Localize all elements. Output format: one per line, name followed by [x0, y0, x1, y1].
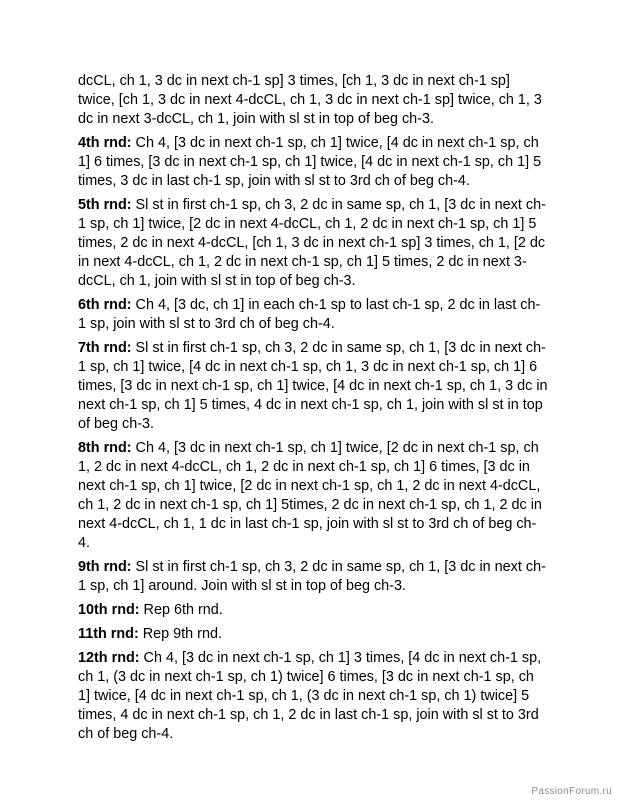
round-text: Sl st in first ch-1 sp, ch 3, 2 dc in same sp, ch 1, [3 dc in next ch-1 sp, ch 1] around. Join with sl st in top of beg ch-3. [78, 559, 546, 594]
round-label: 6th rnd: [78, 297, 132, 313]
paragraph-continuation [78, 72, 548, 129]
round-text: Sl st in first ch-1 sp, ch 3, 2 dc in same sp, ch 1, [3 dc in next ch-1 sp, ch 1] twice, [4 dc in next ch-1 sp, ch 1, 3 dc in next ch-1 sp, ch 1] 6 times, [3 dc in next ch-1 sp, ch 1] twice, [4 dc in next ch-1 sp, ch 1, 3 dc in next ch-1 sp, ch 1] 5 times, 4 dc in next ch-1 sp, ch 1, join with sl st in top of beg ch-3. [78, 340, 548, 432]
paragraph-round-12 [78, 649, 548, 744]
paragraph-round-10 [78, 601, 548, 620]
round-text: Rep 9th rnd. [138, 626, 222, 642]
paragraph-round-8 [78, 439, 548, 553]
paragraph-round-7 [78, 339, 548, 434]
round-text: Sl st in first ch-1 sp, ch 3, 2 dc in same sp, ch 1, [3 dc in next ch-1 sp, ch 1] twice, [2 dc in next 4-dcCL, ch 1, 2 dc in next ch-1 sp, ch 1] 5 times, 2 dc in next 4-dcCL, [ch 1, 3 dc in next ch-1 sp] 3 times, ch 1, [2 dc in next 4-dcCL, ch 1, 2 dc in next ch-1 sp, ch 1] 5 times, 2 dc in next 3-dcCL, ch 1, join with sl st in top of beg ch-3. [78, 197, 546, 289]
pattern-text-block [78, 72, 548, 749]
round-label: 10th rnd: [78, 602, 140, 618]
round-text: Ch 4, [3 dc in next ch-1 sp, ch 1] 3 times, [4 dc in next ch-1 sp, ch 1, (3 dc in next ch-1 sp, ch 1) twice] 6 times, [3 dc in next ch-1 sp, ch 1] twice, [4 dc in next ch-1 sp, ch 1, (3 dc in next ch-1 sp, ch 1) twice] 5 times, 4 dc in next ch-1 sp, ch 1, 2 dc in last ch-1 sp, join with sl st to 3rd ch of beg ch-4. [78, 650, 542, 742]
round-label: 12th rnd: [78, 650, 140, 666]
paragraph-round-9 [78, 558, 548, 596]
round-label: 4th rnd: [78, 135, 132, 151]
paragraph-round-4 [78, 134, 548, 191]
paragraph-round-5 [78, 196, 548, 291]
round-text: Rep 6th rnd. [139, 602, 223, 618]
round-text: Ch 4, [3 dc in next ch-1 sp, ch 1] twice, [2 dc in next ch-1 sp, ch 1, 2 dc in next 4-dcCL, ch 1, 2 dc in next ch-1 sp, ch 1] 6 times, [3 dc in next ch-1 sp, ch 1] twice, [2 dc in next ch-1 sp, ch 1, 2 dc in next 4-dcCL, ch 1, 2 dc in next ch-1 sp, ch 1] 5times, 2 dc in next ch-1 sp, ch 1, 2 dc in next 4-dcCL, ch 1, 1 dc in last ch-1 sp, join with sl st to 3rd ch of beg ch-4. [78, 440, 542, 551]
round-text: dcCL, ch 1, 3 dc in next ch-1 sp] 3 times, [ch 1, 3 dc in next ch-1 sp] twice, [ch 1, 3 dc in next 4-dcCL, ch 1, 3 dc in next ch-1 sp] twice, ch 1, 3 dc in next 3-dcCL, ch 1, join with sl st in top of beg ch-3. [78, 73, 542, 127]
round-label: 7th rnd: [78, 340, 132, 356]
paragraph-round-11 [78, 625, 548, 644]
round-text: Ch 4, [3 dc, ch 1] in each ch-1 sp to last ch-1 sp, 2 dc in last ch-1 sp, join with sl st to 3rd ch of beg ch-4. [78, 297, 541, 332]
round-label: 5th rnd: [78, 197, 132, 213]
round-label: 11th rnd: [78, 626, 139, 642]
round-text: Ch 4, [3 dc in next ch-1 sp, ch 1] twice, [4 dc in next ch-1 sp, ch 1] 6 times, [3 dc in next ch-1 sp, ch 1] twice, [4 dc in next ch-1 sp, ch 1] 5 times, 3 dc in last ch-1 sp, join with sl st to 3rd ch of beg ch-4. [78, 135, 542, 189]
watermark: PassionForum.ru [531, 786, 612, 797]
round-label: 9th rnd: [78, 559, 132, 575]
paragraph-round-6 [78, 296, 548, 334]
round-label: 8th rnd: [78, 440, 132, 456]
